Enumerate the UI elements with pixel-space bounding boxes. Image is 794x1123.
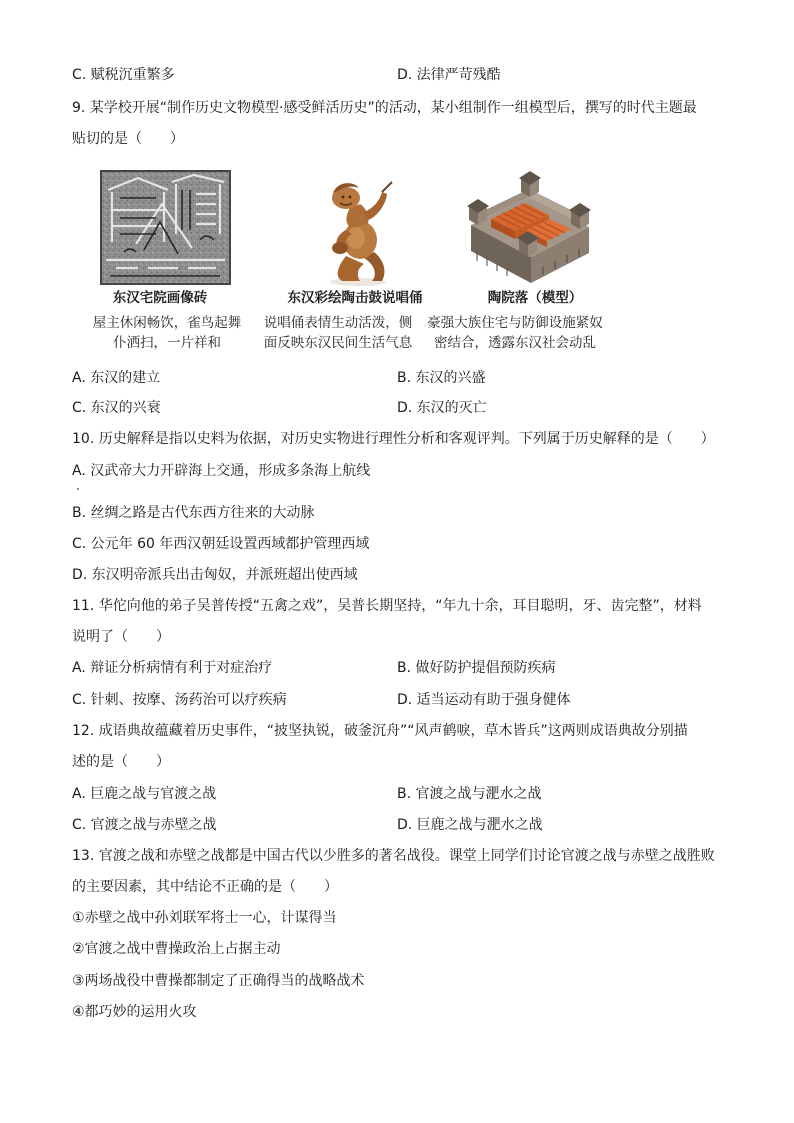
question-stem-line: 10. 历史解释是指以史料为依据，对历史实物进行理性分析和客观评判。下列属于历史解释的是（ ） [72, 431, 715, 447]
artifact-title: 东汉彩绘陶击鼓说唱俑 [287, 290, 423, 306]
artifact-description-line: 说唱俑表情生动活泼，侧 [263, 315, 413, 331]
question-stem-line: 12. 成语典故蕴藏着历史事件，“披坚执锐，破釜沉舟”“风声鹤唳，草木皆兵”这两则成语典故分别描 [72, 723, 688, 739]
statement-2: ②官渡之战中曹操政治上占据主动 [72, 941, 281, 957]
question-stem-line: 13. 官渡之战和赤壁之战都是中国古代以少胜多的著名战役。课堂上同学们讨论官渡之战与赤壁之战胜败 [72, 848, 715, 864]
pottery-figure-image [316, 178, 396, 288]
option-c: C. 东汉的兴衰 [72, 400, 161, 416]
question-stem-line: 贴切的是（ ） [72, 131, 184, 147]
artifact-description-line: 密结合，透露东汉社会动乱 [434, 335, 596, 351]
artifact-title: 东汉宅院画像砖 [112, 290, 208, 306]
artifact-description-line: 仆洒扫，一片祥和 [113, 335, 221, 351]
question-stem-line: 说明了（ ） [72, 629, 170, 645]
option-a: A. 巨鹿之战与官渡之战 [72, 786, 217, 802]
option-c: C. 针刺、按摩、汤药治可以疗疾病 [72, 692, 287, 708]
artifact-title: 陶院落（模型） [487, 290, 583, 306]
question-stem-line: 9. 某学校开展“制作历史文物模型·感受鲜活历史”的活动，某小组制作一组模型后，撰写的时代主题最 [72, 100, 697, 116]
option-d: D. 东汉的灭亡 [397, 400, 487, 416]
artifact-description-line: 面反映东汉民间生活气息 [263, 335, 413, 351]
artifact-description-line: 豪强大族住宅与防御设施紧奴 [427, 315, 603, 331]
option-b: B. 东汉的兴盛 [397, 370, 486, 386]
option-c: C. 公元年 60 年西汉朝廷设置西域都护管理西域 [72, 536, 370, 552]
artifact-description-line: 屋主休闲畅饮，雀鸟起舞 [92, 315, 242, 331]
option-b: B. 官渡之战与淝水之战 [397, 786, 542, 802]
question-stem-line: 述的是（ ） [72, 754, 170, 770]
option-b: B. 做好防护提倡预防疾病 [397, 660, 556, 676]
stray-dot-mark [77, 488, 79, 490]
option-d: D. 东汉明帝派兵出击匈奴，并派班超出使西域 [72, 567, 358, 583]
option-d: D. 法律严苛残酷 [397, 67, 501, 83]
statement-3: ③两场战役中曹操都制定了正确得当的战略战术 [72, 973, 365, 989]
option-d: D. 巨鹿之战与淝水之战 [397, 817, 543, 833]
option-b: B. 丝绸之路是古代东西方往来的大动脉 [72, 505, 315, 521]
statement-1: ①赤壁之战中孙刘联军将士一心，计谋得当 [72, 910, 337, 926]
question-stem-line: 11. 华佗向他的弟子吴普传授“五禽之戏”，吴普长期坚持，“年九十余，耳目聪明，牙、齿完整”，材料 [72, 598, 702, 614]
courtyard-model-image [467, 165, 593, 287]
option-a: A. 辩证分析病情有利于对症治疗 [72, 660, 273, 676]
question-stem-line: 的主要因素，其中结论不正确的是（ ） [72, 879, 338, 895]
option-c: C. 赋税沉重繁多 [72, 67, 175, 83]
statement-4: ④都巧妙的运用火攻 [72, 1004, 197, 1020]
option-c: C. 官渡之战与赤壁之战 [72, 817, 217, 833]
option-a: A. 汉武帝大力开辟海上交通，形成多条海上航线 [72, 463, 371, 479]
option-d: D. 适当运动有助于强身健体 [397, 692, 571, 708]
brick-relief-image [100, 170, 231, 285]
option-a: A. 东汉的建立 [72, 370, 161, 386]
